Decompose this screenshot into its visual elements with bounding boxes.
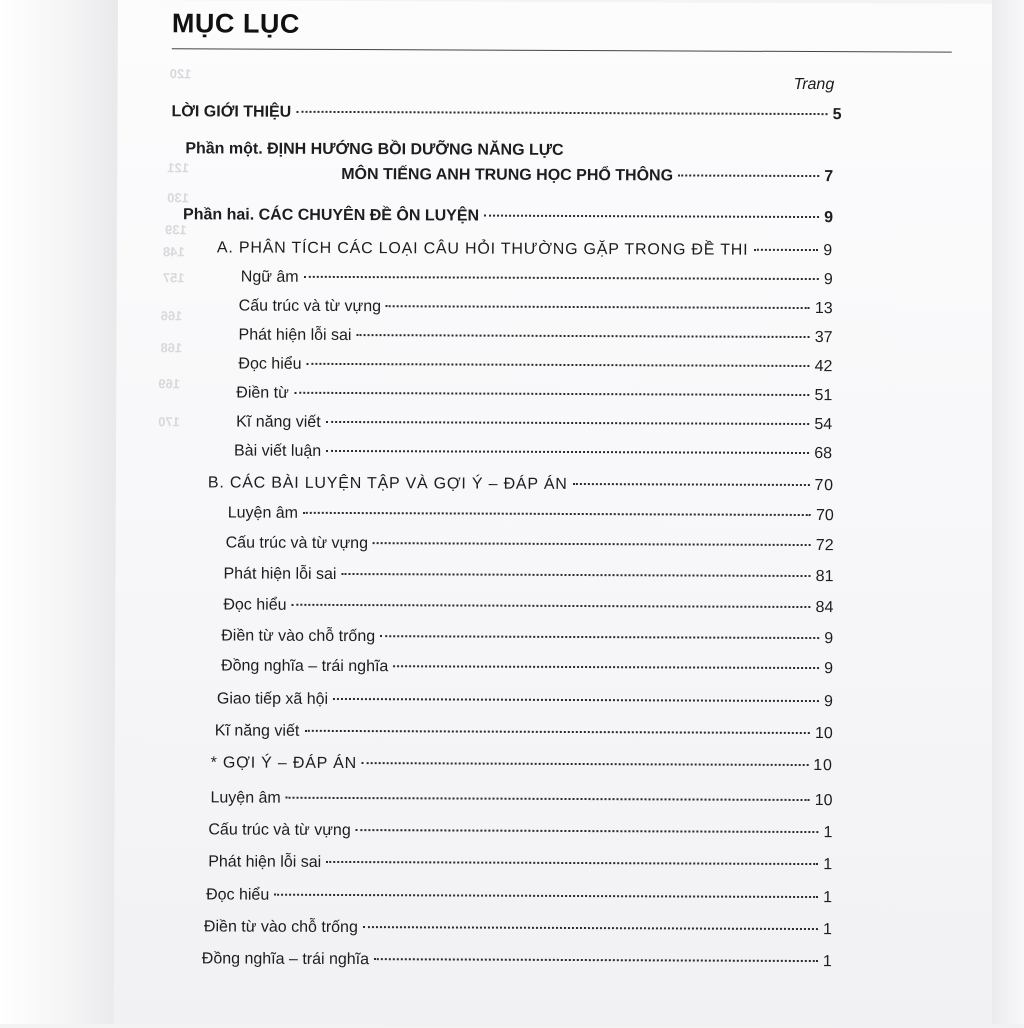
toc-entry[interactable] — [183, 206, 833, 227]
dot-leader — [386, 305, 810, 309]
page-title: MỤC LỤC — [171, 8, 300, 39]
toc-entry[interactable] — [221, 627, 833, 648]
bleed-through-number: 130 — [167, 190, 189, 206]
toc-entry-title: Đồng nghĩa – trái nghĩa — [221, 657, 389, 676]
dot-leader — [292, 604, 811, 608]
dot-leader — [373, 542, 811, 546]
toc-entry[interactable] — [239, 298, 833, 319]
toc-entry-title: Điền từ — [236, 384, 289, 402]
toc-entry-title: Đọc hiểu — [223, 596, 287, 614]
dot-leader — [286, 797, 810, 801]
toc-entry-page: 37 — [814, 329, 833, 347]
toc-entry[interactable] — [217, 239, 833, 260]
toc-entry[interactable] — [226, 534, 834, 555]
dot-leader — [362, 762, 808, 766]
toc-entry-page: 1 — [823, 856, 833, 874]
toc-entry-title: Điền từ vào chỗ trống — [203, 918, 358, 937]
toc-entry[interactable] — [238, 327, 832, 348]
toc-entry-page: 84 — [815, 599, 834, 617]
toc-entry[interactable] — [341, 166, 833, 186]
toc-entry-page: 68 — [814, 445, 833, 463]
toc-entry-title: Kĩ năng viết — [214, 722, 300, 740]
toc-entry-page: 9 — [824, 630, 834, 648]
toc-entry-page: 51 — [814, 387, 833, 405]
toc-entry-page: 70 — [815, 507, 834, 525]
toc-entry[interactable] — [217, 690, 833, 711]
toc-entry[interactable] — [241, 269, 833, 290]
toc-entry-page: 9 — [824, 660, 834, 678]
toc-entry-page: 1 — [823, 921, 832, 939]
bleed-through-number: 166 — [160, 308, 183, 324]
dot-leader — [304, 730, 810, 734]
toc-entry-page: 1 — [822, 953, 832, 971]
dot-leader — [333, 698, 819, 702]
toc-entry[interactable] — [236, 414, 832, 435]
dot-leader — [274, 894, 818, 898]
bleed-through-number: 121 — [167, 160, 190, 176]
bleed-through-number: 170 — [158, 414, 180, 430]
toc-entry[interactable] — [202, 950, 832, 971]
toc-entry[interactable] — [208, 853, 832, 874]
dot-leader — [303, 512, 811, 516]
dot-leader — [356, 829, 819, 833]
dot-leader — [380, 635, 819, 639]
dot-leader — [393, 665, 819, 669]
toc-entry-title: Phần một. ĐỊNH HƯỚNG BỒI DƯỠNG NĂNG LỰC — [185, 140, 564, 159]
right-page-gutter — [992, 0, 1024, 1024]
toc-entry-page: 9 — [824, 209, 834, 227]
toc-entry-page: 1 — [823, 889, 833, 907]
dot-leader — [341, 573, 810, 577]
bleed-through-number: 139 — [164, 222, 187, 238]
left-page-edge — [0, 0, 120, 1024]
toc-entry-title: Phần hai. CÁC CHUYÊN ĐỀ ÔN LUYỆN — [183, 206, 480, 225]
toc-entry-title: * GỢI Ý – ĐÁP ÁN — [210, 754, 357, 773]
toc-entry-page: 81 — [815, 568, 834, 586]
toc-entry-page: 10 — [814, 792, 833, 810]
toc-entry[interactable] — [223, 565, 833, 586]
toc-entry[interactable] — [210, 789, 832, 810]
toc-entry[interactable] — [208, 821, 832, 842]
toc-entry[interactable] — [221, 657, 833, 678]
dot-leader — [573, 483, 810, 486]
dot-leader — [304, 276, 819, 280]
toc-entry-title: Phát hiện lỗi sai — [208, 853, 322, 871]
toc-entry-title: Bài viết luận — [233, 442, 322, 460]
toc-entry-title: Giao tiếp xã hội — [216, 690, 329, 708]
dot-leader — [484, 215, 819, 218]
dot-leader — [326, 450, 809, 454]
dot-leader — [357, 334, 810, 338]
toc-entry-title: Cấu trúc và từ vựng — [208, 821, 351, 840]
toc-entry-title: Kĩ năng viết — [236, 413, 321, 431]
bleed-through-number: 148 — [162, 244, 185, 260]
dot-leader — [296, 111, 827, 115]
bleed-through-number: 168 — [160, 340, 183, 356]
toc-entry-title: LỜI GIỚI THIỆU — [171, 103, 292, 121]
dot-leader — [753, 249, 818, 251]
toc-entry[interactable] — [215, 722, 833, 743]
toc-entry-title: Luyện âm — [210, 789, 281, 807]
toc-entry-title: Đọc hiểu — [206, 886, 270, 904]
toc-entry-page: 13 — [814, 300, 833, 318]
toc-entry-title: Phát hiện lỗi sai — [223, 565, 337, 583]
bleed-through-number: 120 — [169, 66, 192, 82]
toc-entry[interactable] — [238, 356, 832, 377]
bleed-through-number: 169 — [158, 376, 181, 392]
toc-entry-page: 7 — [824, 168, 834, 186]
toc-entry-page: 70 — [814, 477, 834, 495]
book-page — [114, 0, 1024, 1028]
toc-entry-page: 5 — [832, 106, 842, 124]
toc-entry-title: B. CÁC BÀI LUYỆN TẬP VÀ GỢI Ý – ĐÁP ÁN — [207, 474, 568, 493]
dot-leader — [326, 861, 818, 865]
toc-entry-page: 1 — [823, 824, 833, 842]
toc-entry[interactable] — [171, 103, 841, 124]
bleed-through-number: 157 — [162, 270, 185, 286]
toc-entry[interactable] — [236, 385, 832, 406]
toc-entry[interactable] — [228, 504, 834, 525]
toc-entry[interactable] — [185, 140, 563, 160]
toc-entry-title: Phát hiện lỗi sai — [238, 326, 352, 345]
toc-entry-page: 42 — [814, 358, 833, 376]
toc-entry-page: 9 — [824, 693, 833, 711]
toc-entry-title: MÔN TIẾNG ANH TRUNG HỌC PHỔ THÔNG — [341, 165, 674, 185]
toc-entry[interactable] — [204, 918, 832, 939]
toc-entry-title: Ngữ âm — [240, 268, 299, 286]
dot-leader — [678, 174, 819, 177]
page-column-label: Trang — [793, 75, 835, 94]
toc-entry[interactable] — [223, 596, 833, 617]
title-divider — [172, 48, 952, 52]
toc-entry[interactable] — [208, 474, 834, 495]
toc-entry[interactable] — [206, 886, 832, 907]
toc-entry-title: Luyện âm — [227, 504, 299, 522]
dot-leader — [307, 363, 810, 367]
toc-entry-page: 9 — [823, 242, 833, 260]
toc-entry-page: 10 — [813, 757, 833, 775]
dot-leader — [326, 421, 810, 425]
dot-leader — [294, 392, 810, 396]
toc-entry-title: Cấu trúc và từ vựng — [238, 297, 382, 316]
toc-entry-page: 10 — [814, 725, 833, 743]
toc-entry-title: A. PHÂN TÍCH CÁC LOẠI CÂU HỎI THƯỜNG GẶP TRONG ĐỀ THI — [216, 239, 749, 259]
toc-entry[interactable] — [234, 443, 832, 464]
toc-entry[interactable] — [211, 754, 833, 775]
dot-leader — [374, 958, 818, 962]
toc-entry-title: Cấu trúc và từ vựng — [225, 534, 369, 553]
dot-leader — [363, 926, 818, 930]
toc-entry-page: 72 — [815, 537, 834, 555]
toc-entry-title: Đọc hiểu — [238, 355, 302, 373]
toc-entry-title: Điền từ vào chỗ trống — [221, 627, 376, 646]
toc-entry-title: Đồng nghĩa – trái nghĩa — [201, 950, 370, 969]
toc-entry-page: 9 — [823, 271, 833, 289]
toc-entry-page: 54 — [814, 416, 833, 434]
